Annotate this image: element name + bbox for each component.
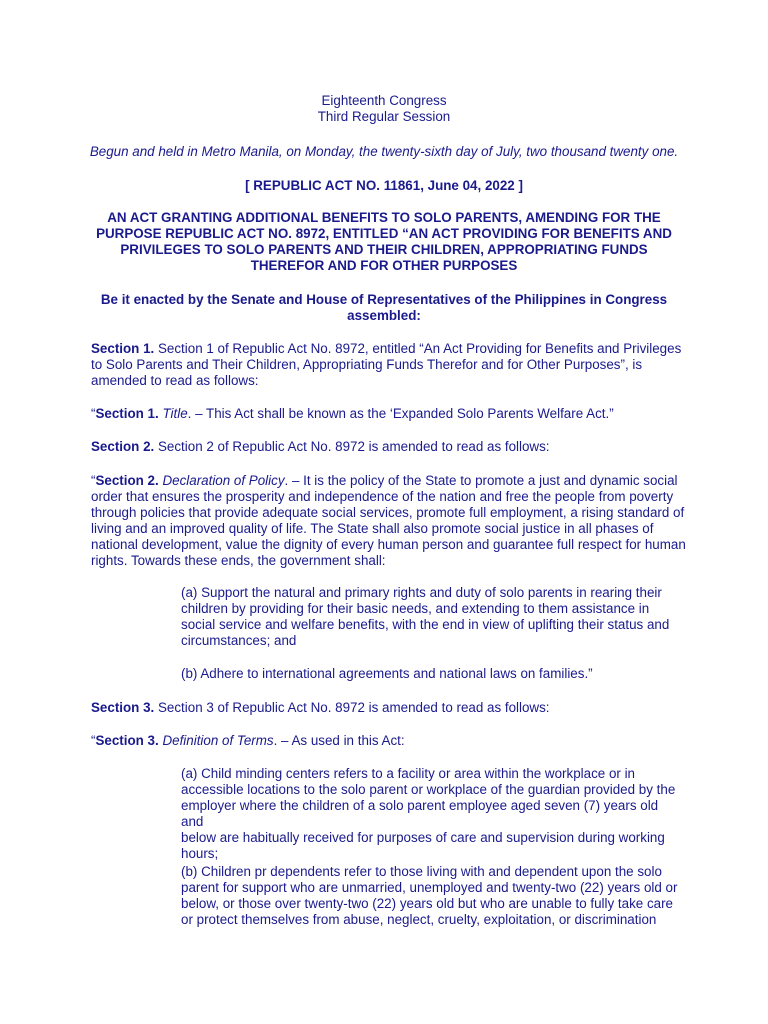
section-1-quote-text: . – This Act shall be known as the ‘Expanded Solo Parents Welfare Act.” <box>187 406 614 421</box>
section-1-line: amended to read as follows: <box>91 373 259 388</box>
act-title-line: AN ACT GRANTING ADDITIONAL BENEFITS TO SOLO PARENTS, AMENDING FOR THE <box>107 210 661 225</box>
begun-line <box>0 144 768 160</box>
item-line: below are habitually received for purposes of care and supervision during working <box>181 830 665 845</box>
section-1 <box>91 341 687 389</box>
section-2-quote-line: living and an improved quality of life. The State shall also promote social justice in all phases of <box>91 521 654 536</box>
section-1-line: to Solo Parents and Their Children, Appropriating Funds Therefor and for Other Purposes”, is <box>91 357 643 372</box>
section-3-quote <box>91 733 687 749</box>
section-3-quote-label: Section 3. <box>95 733 159 748</box>
congress-line: Eighteenth Congress <box>321 93 447 108</box>
item-line: (b) Children pr dependents refer to those living with and dependent upon the solo <box>181 864 662 879</box>
item-line: (a) Support the natural and primary rights and duty of solo parents in rearing their <box>181 585 662 600</box>
item-line: employer where the children of a solo parent employee aged seven (7) years old and <box>181 798 659 829</box>
session-line: Third Regular Session <box>317 109 451 124</box>
section-3-quote-line <box>91 733 687 749</box>
section-1-quote-heading: Title <box>162 406 188 421</box>
section-3-item-b <box>181 864 681 928</box>
enacting-line: Be it enacted by the Senate and House of Representatives of the Philippines in Congress <box>100 292 668 307</box>
item-line: parent for support who are unmarried, unemployed and twenty-two (22) years old or <box>181 880 678 895</box>
act-title-line: PRIVILEGES TO SOLO PARENTS AND THEIR CHILDREN, APPROPRIATING FUNDS <box>120 242 648 257</box>
item-line: circumstances; and <box>181 633 297 648</box>
open-quote: “ <box>91 733 96 748</box>
open-quote: “ <box>91 473 96 488</box>
section-2-quote-first: . – It is the policy of the State to promote a just and dynamic social <box>284 473 678 488</box>
section-3-text: Section 3 of Republic Act No. 8972 is amended to read as follows: <box>154 700 550 715</box>
section-2-quote-line: order that ensures the prosperity and independence of the nation and free the people from poverty <box>91 489 674 504</box>
section-1-quote-line <box>91 406 687 422</box>
item-line: accessible locations to the solo parent or workplace of the guardian provided by the <box>181 782 676 797</box>
section-2-quote-line <box>91 473 687 489</box>
act-number <box>0 178 768 194</box>
section-3-quote-heading: Definition of Terms <box>162 733 274 748</box>
section-2-text: Section 2 of Republic Act No. 8972 is amended to read as follows: <box>154 439 550 454</box>
section-2-quote <box>91 473 687 569</box>
section-2-quote-line: rights. Towards these ends, the government shall: <box>91 553 386 568</box>
enacting-line: assembled: <box>347 308 421 323</box>
item-line: or protect themselves from abuse, neglect, cruelty, exploitation, or discrimination <box>181 912 657 927</box>
item-line: hours; <box>181 846 219 861</box>
section-2-item-b <box>181 666 681 682</box>
open-quote: “ <box>91 406 96 421</box>
section-2-line <box>91 439 687 455</box>
section-1-line <box>91 341 687 357</box>
section-1-quote <box>91 406 687 422</box>
section-2-quote-heading: Declaration of Policy <box>162 473 285 488</box>
act-number-text: [ REPUBLIC ACT NO. 11861, June 04, 2022 ] <box>245 178 523 193</box>
act-title-line: PURPOSE REPUBLIC ACT NO. 8972, ENTITLED “AN ACT PROVIDING FOR BENEFITS AND <box>96 226 672 241</box>
section-3-label: Section 3. <box>91 700 155 715</box>
section-3-quote-text: . – As used in this Act: <box>273 733 405 748</box>
act-title-line: THEREFOR AND FOR OTHER PURPOSES <box>250 258 518 273</box>
item-line: (a) Child minding centers refers to a facility or area within the workplace or in <box>181 766 635 781</box>
section-3 <box>91 700 687 716</box>
begun-text: Begun and held in Metro Manila, on Monday, the twenty-sixth day of July, two thousand twenty one. <box>89 144 679 159</box>
item-line: below, or those over twenty-two (22) years old but who are unable to fully take care <box>181 896 673 911</box>
congress-header <box>0 93 768 125</box>
section-1-text: Section 1 of Republic Act No. 8972, entitled “An Act Providing for Benefits and Privileges <box>154 341 682 356</box>
section-1-quote-label: Section 1. <box>95 406 159 421</box>
section-2 <box>91 439 687 455</box>
act-title <box>0 210 768 274</box>
section-2-quote-label: Section 2. <box>95 473 159 488</box>
enacting-clause <box>0 292 768 324</box>
section-3-item-a <box>181 766 681 862</box>
section-2-quote-line: national development, value the dignity of every human person and guarantee full respect for human <box>91 537 686 552</box>
section-2-quote-line: through policies that provide adequate social services, promote full employment, a rising standard of <box>91 505 685 520</box>
section-2-label: Section 2. <box>91 439 155 454</box>
item-line: children by providing for their basic needs, and extending to them assistance in <box>181 601 650 616</box>
item-line: (b) Adhere to international agreements and national laws on families.” <box>181 666 593 681</box>
item-line: social service and welfare benefits, with the end in view of uplifting their status and <box>181 617 670 632</box>
section-2-item-a <box>181 585 681 649</box>
section-3-line <box>91 700 687 716</box>
section-1-label: Section 1. <box>91 341 155 356</box>
